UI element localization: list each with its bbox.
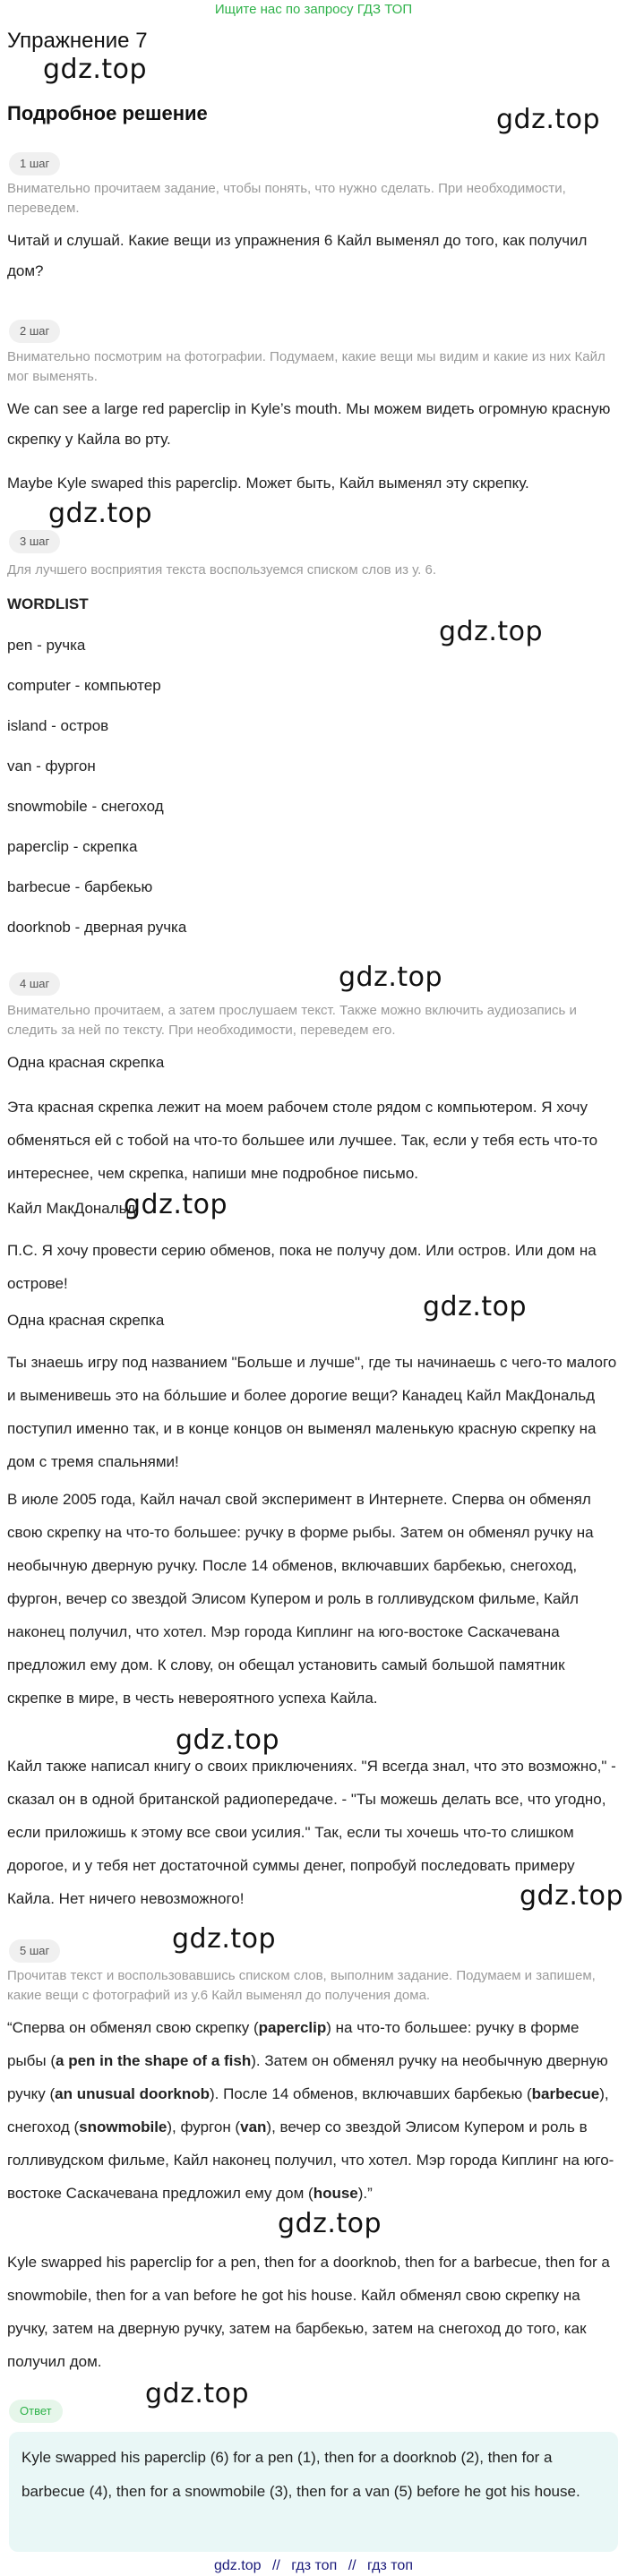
step-badge: 2 шаг [9, 320, 60, 343]
step-badge: 3 шаг [9, 530, 60, 553]
wordlist-heading: WORDLIST [7, 595, 89, 612]
task-text: Читай и слушай. Какие вещи из упражнения 6 Кайл выменял до того, как получил дом? [7, 232, 588, 279]
watermark: gdz.top [339, 962, 443, 993]
answer-badge: Ответ [9, 2400, 63, 2423]
watermark: gdz.top [145, 2378, 250, 2409]
step-note: Внимательно прочитаем, а затем прослушаем текст. Также можно включить аудиозапись и следить за ней по тексту. При необходимости, переведем его. [7, 1003, 577, 1038]
paragraph: Одна красная скрепка [7, 1312, 165, 1329]
step-badge: 4 шаг [9, 972, 60, 996]
step-note: Внимательно прочитаем задание, чтобы понять, что нужно сделать. При необходимости, переведем. [7, 181, 566, 216]
step-note: Прочитав текст и воспользовавшись списком слов, выполним задание. Подумаем и запишем, какие вещи с фотографий из у.6 Кайл выменял до получения дома. [7, 1968, 596, 2003]
wordlist-item: paperclip - скрепка [7, 838, 138, 855]
wordlist-item: island - остров [7, 717, 109, 734]
step-note: Внимательно посмотрим на фотографии. Подумаем, какие вещи мы видим и какие из них Кайл мог выменять. [7, 349, 606, 384]
watermark: gdz.top [176, 1724, 280, 1756]
footer-link[interactable]: gdz.top [214, 2558, 262, 2573]
watermark: gdz.top [423, 1291, 528, 1322]
wordlist-item: snowmobile - снегоход [7, 798, 164, 815]
step-badge: 5 шаг [9, 1939, 60, 1963]
paragraph: Одна красная скрепка [7, 1054, 165, 1071]
step-note: Для лучшего восприятия текста воспользуемся списком слов из у. 6. [7, 562, 436, 578]
footer-links [0, 2555, 627, 2576]
footer-link[interactable]: гдз топ [291, 2558, 338, 2573]
paragraph: В июле 2005 года, Кайл начал свой эксперимент в Интернете. Сперва он обменял свою скрепку на что-то большее: ручку в форме рыбы. Затем он обменял ручку на необычную дверную ручку. После 14 обменов, включавших барбекью, снегоход, фургон, вечер со звездой Элисом Купером и роль в голливудском фильме, Кайл наконец получил, что хотел. Мэр города Киплинг на юго-востоке Саскачевана предложил ему дом. К слову, он обещал установить самый большой памятник скрепке в мире, в честь невероятного успеха Кайла. [7, 1491, 594, 1707]
footer-separator: // [271, 2558, 280, 2573]
quote-paragraph: “Сперва он обменял свою скрепку (paperclip) на что-то большее: ручку в форме рыбы (a pen in the shape of a fish). Затем он обменял ручку на необычную дверную ручку (an unusual doorknob). После 14 обменов, включавших барбекью (barbecue), снегоход (snowmobile), фургон (van), вечер со звездой Элисом Купером и роль в голливудском фильме, Кайл наконец получил, что хотел. Мэр города Киплинг на юго-востоке Саскачевана предложил ему дом (house).” [7, 2019, 614, 2202]
wordlist-item: barbecue - барбекью [7, 878, 153, 895]
watermark: gdz.top [172, 1923, 277, 1955]
paragraph: П.С. Я хочу провести серию обменов, пока не получу дом. Или остров. Или дом на острове! [7, 1242, 597, 1292]
wordlist-item: van - фургон [7, 757, 96, 775]
watermark: gdz.top [439, 616, 544, 647]
watermark: gdz.top [124, 1189, 228, 1220]
paragraph: Кайл также написал книгу о своих приключениях. "Я всегда знал, что это возможно," - сказал он в одной британской радиопередаче. - "Ты можешь делать все, что угодно, если приложишь к этому все свои усилия." Так, если ты хочешь что-то слишком дорогое, и у тебя нет достаточной суммы денег, попробуй последовать примеру Кайла. Нет ничего невозможного! [7, 1758, 616, 1907]
watermark: gdz.top [43, 54, 148, 85]
solution-heading: Подробное решение [7, 102, 208, 124]
page-title: Упражнение 7 [7, 29, 148, 53]
paragraph: Maybe Kyle swaped this paperclip. Может быть, Кайл выменял эту скрепку. [7, 475, 529, 492]
watermark: gdz.top [48, 498, 153, 529]
answer-box [9, 2432, 618, 2552]
footer-link[interactable]: гдз топ [367, 2558, 413, 2573]
answer-text: Kyle swapped his paperclip (6) for a pen (1), then for a doorknob (2), then for a barbecue (4), then for a snowmobile (3), then for a van (5) before he got his house. [21, 2449, 580, 2500]
paragraph: Эта красная скрепка лежит на моем рабочем столе рядом с компьютером. Я хочу обменяться ей с тобой на что-то большее или лучшее. Так, если у тебя есть что-то интереснее, чем скрепка, напиши мне подробное письмо. [7, 1099, 598, 1182]
watermark: gdz.top [278, 2208, 382, 2239]
watermark: gdz.top [496, 104, 601, 135]
paragraph: Ты знаешь игру под названием "Больше и лучше", где ты начинаешь с чего-то малого и выменивешь это на бо́льшие и более дорогие вещи? Канадец Кайл МакДональд поступил именно так, и в конце концов он выменял маленькую красную скрепку на дом с тремя спальнями! [7, 1354, 617, 1470]
step-badge: 1 шаг [9, 152, 60, 175]
footer-separator: // [348, 2558, 356, 2573]
top-banner: Ищите нас по запросу ГДЗ ТОП [214, 2, 413, 17]
watermark: gdz.top [520, 1880, 624, 1912]
paragraph: We can see a large red paperclip in Kyle’s mouth. Мы можем видеть огромную красную скрепку у Кайла во рту. [7, 400, 611, 448]
paragraph: Кайл МакДональд [7, 1200, 136, 1217]
wordlist-item: pen - ручка [7, 637, 86, 654]
wordlist-item: computer - компьютер [7, 677, 161, 694]
wordlist-item: doorknob - дверная ручка [7, 919, 187, 936]
paragraph: Kyle swapped his paperclip for a pen, then for a doorknob, then for a barbecue, then for a snowmobile, then for a van before he got his house. Кайл обменял свою скрепку на ручку, затем на дверную ручку, затем на барбекью, затем на снегоход до того, как получил дом. [7, 2254, 610, 2370]
